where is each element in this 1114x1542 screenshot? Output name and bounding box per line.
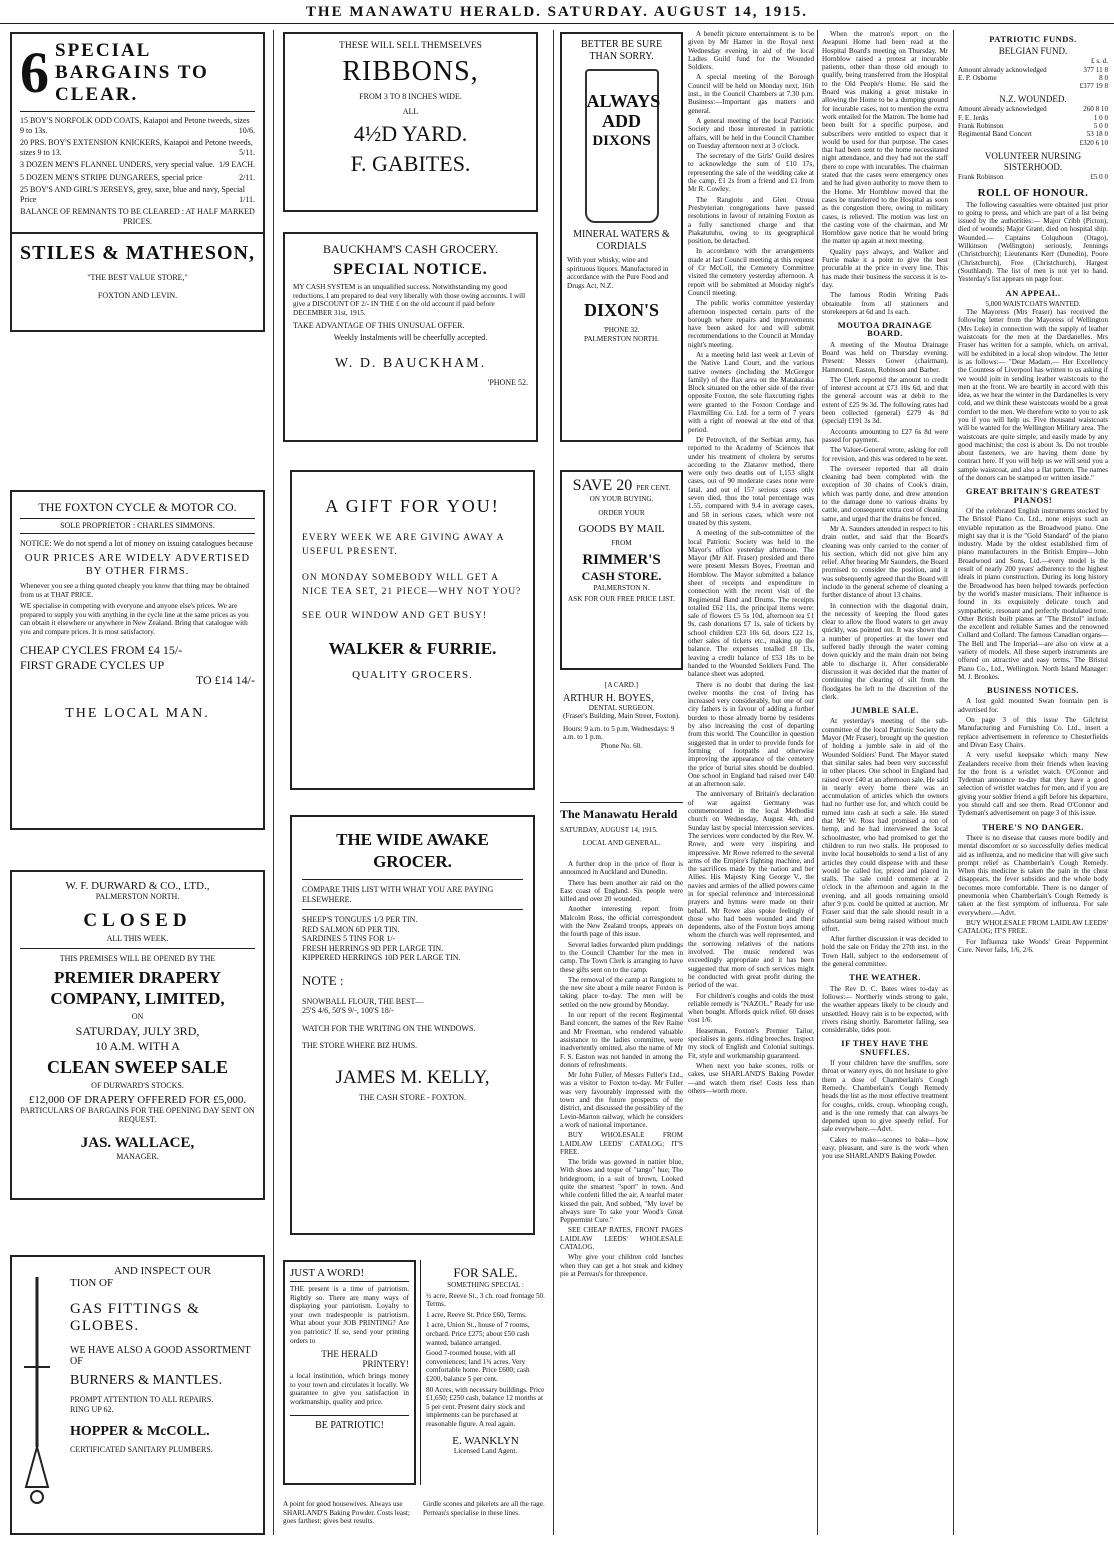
property-item: 1 acre, Reeve St. Price £60, Terms.	[426, 1310, 527, 1319]
news-paragraph: At a meeting held last week at Levin of the Native Land Court, and the various native owners (including the McGregor family) of the flax area on the Matakaraka Block situated on the other side of the river opposite Foxton, the sole flaxcutting rights were granted to the Foxton Cordage and Flaxmilling Co. Ltd. for a term of 7 years with a right of renewal at the end of that period.	[688, 350, 814, 434]
advantage-note: TAKE ADVANTAGE OF THIS UNUSUAL OFFER.	[293, 321, 465, 331]
sign-off: W. D. BAUCKHAM.	[334, 356, 487, 372]
fund-row	[958, 173, 1108, 181]
ad-kelly	[290, 815, 535, 1235]
kelly-headline: THE WIDE AWAKE GROCER.	[336, 830, 489, 871]
bargain-price: 2/11.	[239, 172, 255, 182]
column-divider	[953, 30, 954, 1535]
week-note: ALL THIS WEEK.	[106, 933, 169, 943]
jumble-text	[822, 717, 948, 968]
pianos-text: Of the celebrated English instruments stocked by The Bristol Piano Co. Ltd., none enjoys such an enviable reputation as the Broadwood piano. One might say that it is the "Gold Standard" of the piano industry. Made by the oldest established firm of piano manufacturers in the British Empire—John Broadwood and Sons, Ltd.—every model is the result of nearly 200 years' adherence to the highest ideals in piano construction. During its long history the Broadwood has been helped towards perfection by the world's master musicians. Their influence is found in its exquisitely delicate touch and sympathetic, resonant and perfectly modulated tone. Other British built pianos at "The Bristol" include the excellent and reliable Sames and the renowned Collard and Collard. The famous Canadian organs—The Bell and The Imperial—are also on view at a variety of models. All these superb instruments are offered on attractive and easy terms. The Bristol Piano Co., Ltd., Wellington. North Island Manager: M. J. Brookes.	[958, 506, 1108, 681]
drapery-offer: £12,000 OF DRAPERY OFFERED FOR £5,000.	[28, 1093, 247, 1106]
flu-text: For Influenza take Woods' Great Peppermint Cure. Never fails, 1/6, 2/6.	[958, 937, 1108, 954]
body-text: MY CASH SYSTEM is an unqualified success. Notwithstanding my good reductions, I am prepared to deal very liberally with those owing accounts. I will give a DISCOUNT OF 2/- IN THE £ on the old account if paid before DECEMBER 31st, 1915.	[293, 283, 526, 317]
assortment-note: WE HAVE ALSO A GOOD ASSORTMENT OF	[70, 1345, 251, 1367]
ad-just-a-word	[283, 1260, 416, 1485]
news-paragraph: A lost gold mounted Swan fountain pen is advertised for.	[958, 697, 1108, 714]
news-paragraph: The overseer reported that all drain cleaning had been completed with the exception of 30 chains of Cook's drain, which was partly done, and drew attention to the damage done to various drains by cattle, and consequent extra cost of cleaning same, and urged that the drains be fenced.	[822, 464, 948, 523]
fund-amount: 5 0 0	[1093, 122, 1108, 131]
fund-label: Amount already acknowledged	[958, 105, 1047, 114]
ad-hopper-mccoll	[10, 1255, 265, 1535]
glass-word: DIXONS	[592, 133, 651, 149]
nz-table	[958, 105, 1108, 146]
town: PALMERSTON N.	[593, 583, 650, 592]
fund-amount: 1 0 0	[1093, 113, 1108, 122]
news-paragraph: The public works committee yesterday afternoon inspected certain parts of the borough where repairs and improvements have been asked for and will submit recommendations to the Council at Monday night's meeting.	[688, 299, 814, 349]
ad-gabites	[283, 32, 538, 212]
news-paragraph: In accordance with the arrangements made at last Council meeting at this request of Cr McColl, the Cemetery Committee visited the cemetery yesterday afternoon. A report will be submitted at Monday night's Council meeting.	[688, 247, 814, 297]
news-paragraph: In connection with the diagonal drain, the necessity of keeping the flood gates clear to allow the flood waters to get away quickly, was pointed out. It was shown that a number of properties at the lower end suffered badly through the water coming down quickly and the main drain not being able to discharge it. After considerable discussion it was decided that the matter of continuing the clearing of silt from the floodgates be left to the discretion of the clerk.	[822, 601, 948, 701]
bargain-price: 1/11.	[239, 194, 255, 204]
closed-notice: CLOSED	[83, 909, 192, 931]
body-text: THE present is a time of patriotism. Rightly so. There are many ways of displaying your patriotism. Loyalty to your own tradespeople is patriotism. What about your JOB PRINTING? Are you patriotic? If so, send your printing orders to	[290, 1285, 409, 1345]
order-note: ORDER YOUR	[598, 508, 645, 517]
patriotic-heading: PATRIOTIC FUNDS.	[989, 34, 1077, 44]
news-paragraph: A further drop in the price of flour is announced in Auckland and Dunedin.	[560, 860, 683, 877]
paper-date: SATURDAY, AUGUST 14, 1915.	[560, 826, 658, 834]
intro-line: TION OF	[70, 1277, 114, 1289]
burners-mantles: BURNERS & MANTLES.	[70, 1373, 223, 1388]
town: PALMERSTON NORTH.	[95, 892, 180, 901]
sale-name: CLEAN SWEEP SALE	[46, 1057, 229, 1077]
ad-stiles-matheson	[10, 32, 265, 332]
stocks-note: OF DURWARD'S STOCKS.	[91, 1081, 184, 1090]
body-text: WE specialise in competing with everyone and anyone else's prices. We are prepared to supply you with anything in the cycle line at the same prices as you can obtain it elsewhere or anywhere in New Zealand. Bring that catalogue with you and compare prices. It is most satisfactory.	[20, 602, 249, 636]
price-item: SARDINES 5 TINS FOR 1/-	[302, 934, 396, 943]
news-paragraph: Mr A. Saunders attended in respect to his drain outlet, and said that the Board's cleaning was only carried to the corner of his section, which did not give him any relief. After hearing Mr Saunders, the Board promised to consider the position, and it was subsequently agreed that the Board will include in the general scheme of cleaning a further distance of about 13 chains.	[822, 524, 948, 600]
news-paragraph: Quality pays always, and Walker and Furrie make it a point to give the best procurable at the price in every line. This has made their business the success it is to-day.	[822, 247, 948, 289]
danger-text: There is no disease that causes more bodily and mental discomfort or so successfully defies medical aid as influenza, and no medicine that will give such prompt relief as Chamberlain's Cough Remedy. When this medicine is taken the pain in the chest disappears, the fever subsides and the whole body becomes more comfortable. There is no danger of pneumonia when Chamberlain's Cough Remedy is taken at the first symptom of influenza. For sale everywhere.—Advt.	[958, 833, 1108, 917]
ad-rimmers	[560, 470, 683, 670]
special-notice: SPECIAL NOTICE.	[333, 261, 488, 278]
currency-label: £ s. d.	[1091, 57, 1108, 66]
news-paragraph: Several ladies forwarded plum puddings to the Council Chamber for the men in camp. The Town Clerk is arranging to have these gifts sent on to the camp.	[560, 940, 683, 974]
news-paragraph: Accounts amounting to £27 6s 8d were passed for payment.	[822, 427, 948, 444]
body-text: a local institution, which brings money to your town and circulates it locally. We guarantee to give you satisfaction in workmanship, quality and price.	[290, 1372, 409, 1406]
cycles-line: FIRST GRADE CYCLES UP	[20, 657, 165, 672]
price: 4½D YARD.	[353, 120, 468, 146]
fund-label: Frank Robinson	[958, 122, 1004, 131]
glass-word: ALWAYS	[586, 91, 661, 111]
news-paragraph: Heaseman, Foxton's Premier Tailor, specialises in gents. riding breeches. Inspect my stock of English and Colonial suitings. Fit, style and workmanship guaranteed.	[688, 1026, 814, 1060]
fund-amount: £5 0 0	[1090, 172, 1108, 181]
phone: 'PHONE 52.	[487, 378, 528, 388]
firm-name: W. F. DURWARD & CO., LTD.,	[65, 880, 210, 892]
fund-amount: £320 6 10	[1079, 138, 1108, 147]
news-paragraph: Another interesting report from Malcolm Ross, the official correspondent with the New Zealand troops, appears on the fourth page of this issue.	[560, 905, 683, 939]
property-item: 80 Acres, with necessary buildings. Price £1,650; £250 cash, balance 12 months at 5 per cent. Present dairy stock and implements can be purchased at reasonable figure. A real again.	[426, 1385, 545, 1428]
company-name: PREMIER DRAPERY COMPANY, LIMITED,	[50, 967, 225, 1008]
price-item: FRESH HERRINGS 9D PER LARGE TIN.	[302, 943, 444, 953]
bargain-price: 10/6.	[238, 125, 255, 135]
ad-bauckham	[283, 232, 538, 442]
ad-dixons	[560, 32, 683, 442]
news-paragraph: The secretary of the Girls' Guild desires to acknowledge the sum of £10 17s, representing the sale of the wedding cake at the camp, £1 2s from a friend and £1 from Mr R. Cowley.	[688, 152, 814, 194]
mail-note: GOODS BY MAIL	[578, 523, 665, 536]
price-item: SHEEP'S TONGUES 1/3 PER TIN.	[302, 915, 418, 924]
bargain-item	[20, 173, 255, 183]
ad-number: 6	[20, 40, 49, 105]
news-paragraph: BUY WHOLESALE FROM LAIDLAW LEEDS' CATALOG; IT'S FREE.	[560, 1131, 683, 1156]
dentist-name: ARTHUR H. BOYES,	[563, 692, 654, 704]
fund-amount: 53 18 0	[1086, 130, 1108, 139]
hospital-report	[822, 30, 948, 316]
certification: CERTIFICATED SANITARY PLUMBERS.	[70, 1445, 213, 1454]
local-news-column	[560, 860, 683, 1500]
roll-text: The following casualties were obtained just prior to going to press, and which are part of a list being issued by the authorities:— Major Cribb (Picton), died of wounds; Major Grant, died on hospital ship. Wounded.— Captains Colquhoun (Otago), Wilkinson (Wellington) seriously, Jennings (Christchurch); Lieutenants Kerr (Dunedin), Poore (Christchurch), Free (Christchurch), Hargest (Southland). The list of men is not yet to hand. Yesterday's list appears on page four.	[958, 200, 1108, 284]
news-paragraph: A very useful keepsake which many New Zealanders receive from their friends when leaving for the front is a wristlet watch. O'Connor and Tydeman announce to-day that they have a good selection of wristlet watches for men, and if you are giving your soldier friend a gift before his departure, you should call and see them. Read O'Connor and Tydeman's advertisement on page 3 of this issue.	[958, 751, 1108, 818]
hours: Hours: 9 a.m. to 5 p.m. Wednesdays: 9 a.m. to 1 p.m.	[563, 724, 675, 742]
town: PALMERSTON NORTH.	[583, 334, 660, 343]
buy-wholesale: BUY WHOLESALE FROM LAIDLAW LEEDS' CATALOG; IT'S FREE.	[958, 918, 1108, 936]
appeal-heading: AN APPEAL.	[1005, 287, 1061, 298]
gas-lamp-icon	[22, 1277, 52, 1507]
fund-amount: £377 19 8	[1079, 82, 1108, 91]
price-item: RED SALMON 6D PER TIN.	[302, 924, 400, 934]
printery-name: PRINTERY!	[362, 1359, 409, 1370]
news-paragraph: At yesterday's meeting of the sub-committee of the local Patriotic Society the Mayor (Mr Fraser), brought up the question of holding a jumble sale in aid of the Wounded Soldiers' Fund. The Mayor stated that similar sales had been very successful in other places. One school in England had raised over £40 at an afternoon sale. He said in nearly every home there was an accumulation of articles which the owners had no further use for, and which could be turned into cash at such a sale. He stated that Mr W. Ross had promised a ton of hemp, and he had interviewed the local schoolmaster, who had promised to get the children to run two stalls. He proposed to invite local households to send a list of any articles they could dispense with and these would be called for, priced and placed in stalls. The sale could commence at 2 o'clock in the afternoon and again in the evening, and all goods remaining unsold after 9 p.m. could be quitted at auction. Mr Fraser said that the sale should result in a substantial sum being raised without much effort.	[822, 717, 948, 933]
ad-durward	[10, 870, 265, 1200]
news-paragraph: There is no doubt that during the last twelve months the cost of living has increased very considerably, but one of our city fathers is in favour of adding a further burden to those already borne by residents by also increasing the cost of departing from this world. The Councillor in question suggested that in order to provide funds for forming of footpaths and otherwise improving the appearance of the cemetery the price of burial sites should be doubled. One school in England had raised over £40 at an afternoon sale.	[688, 680, 814, 789]
business-text	[958, 697, 1108, 817]
paper-nameplate	[560, 802, 683, 847]
body-text: SEE OUR WINDOW AND GET BUSY!	[302, 611, 488, 621]
snuffles-text: If your children have the snuffles, sore throat or watery eyes, do not hesitate to give them a dose of Chamberlain's Cough Remedy. Chamberlain's Cough Remedy heads the list as the most effective treatment for coughs, colds, croup, whooping cough, and is the one remedy that can always be depended upon to give speedy relief. For sale everywhere.—Advt.	[822, 1059, 948, 1134]
masthead: THE MANAWATU HERALD. SATURDAY. AUGUST 14, 1915.	[0, 0, 1114, 24]
cakes-text: Cakes to make—scones to bake—how easy, pleasant, and sure is the work when you use SHARLAND'S Baking Powder.	[822, 1135, 948, 1161]
hums-note: THE STORE WHERE BIZ HUMS.	[302, 1041, 418, 1050]
bargain-text: 15 BOY'S NORFOLK ODD COATS, Kaiapoi and Petone tweeds, sizes 9 to 13s.	[20, 116, 250, 135]
from-label: FROM	[611, 539, 632, 548]
herald-name: THE HERALD	[321, 1349, 378, 1360]
save-headline	[567, 477, 676, 495]
belgian-heading: BELGIAN FUND.	[998, 46, 1068, 57]
intro-line: AND INSPECT OUR	[114, 1265, 211, 1277]
sub-line: THE CASH STORE - FOXTON.	[358, 1092, 467, 1102]
weekly-note: Weekly Instalments will be cheerfully accepted.	[333, 332, 488, 342]
note-label: NOTE :	[302, 972, 344, 988]
on-label: ON	[131, 1011, 144, 1021]
vol-table	[958, 173, 1108, 181]
globes: GLOBES.	[70, 1318, 140, 1334]
phone: 'PHONE 32.	[603, 326, 640, 335]
bargain-item	[20, 138, 255, 157]
news-paragraph: The removal of the camp at Rangiotu to the new site about a mile nearer Foxton is taking place to-day. The men will be settled on the new ground by Monday.	[560, 975, 683, 1009]
cycles-line: TO £14 14/-	[195, 672, 255, 687]
jumble-heading: JUMBLE SALE.	[851, 705, 919, 716]
news-column-3	[958, 30, 1108, 1535]
price-item: KIPPERED HERRINGS 10D PER LARGE TIN.	[302, 953, 461, 962]
news-paragraph: SEE CHEAP RATES, FRONT PAGES LAIDLAW LEEDS' WHOLESALE CATALOG.	[560, 1226, 683, 1252]
fund-amount: 260 8 10	[1083, 105, 1108, 114]
manager-role: MANAGER.	[116, 1151, 159, 1161]
firm-name: WALKER & FURRIE.	[328, 639, 497, 658]
belgian-table	[958, 66, 1108, 91]
windows-note: WATCH FOR THE WRITING ON THE WINDOWS.	[302, 1023, 476, 1033]
roll-heading: ROLL OF HONOUR.	[977, 187, 1089, 200]
slogan: "THE BEST VALUE STORE,"	[87, 273, 188, 282]
glass-icon	[585, 69, 659, 223]
flour-prices: 25'S 4/6, 50'S 9/-, 100'S 18/-	[302, 1006, 394, 1015]
percent-label: PER CENT.	[636, 484, 671, 492]
fund-label: Amount already acknowledged	[958, 65, 1047, 74]
firm-name: F. GABITES.	[350, 150, 471, 176]
section-title: LOCAL AND GENERAL.	[582, 838, 661, 847]
claim: OUR PRICES ARE WIDELY ADVERTISED BY OTHER FIRMS.	[24, 553, 251, 577]
body-text: ON MONDAY SOMEBODY WILL GET A NICE TEA SET, 21 PIECE—WHY NOT YOU?	[302, 573, 522, 597]
bargain-text: 5 DOZEN MEN'S STRIPE DUNGAREES, special price	[20, 172, 203, 182]
bargain-price: 1/9 EACH.	[219, 160, 255, 169]
appeal-text: The Mayoress (Mrs Fraser) has received the following letter from the Mayoress of Wellington (Mrs Luke) in connection with the supply of leather waistcoats for the men at the Dardanelles. Mrs Fraser has written for a sample, which, on arrival, will be exhibited in a local shop window. The letter is as follows:— "Dear Madam,— Her Excellency the Countess of Liverpool has written to us asking if we would join in sending leather waistcoats to the men at the front. We are heartily in accord with this idea, as we hear the winter in the Dardanelles is very cold, and we think these waistcoats would be a great comfort to the men. We therefore write to you to ask you if you will help us. Five thousand waistcoats will be wanted for the Wellington Military area. The waistcoats are quite simple, and easily made by any good machinist; the cost is about 3s. Do not trouble about fasteners, we are having them done by contract here. If you will help us we will send you a sample waistcoat, and also a flat pattern. The names of the donors can be stamped or written inside."	[958, 308, 1108, 483]
card-label: [A CARD.]	[604, 681, 639, 689]
notice: NOTICE: We do not spend a lot of money on issuing catalogues because	[20, 538, 253, 548]
news-column	[688, 30, 814, 1535]
agent-name: E. WANKLYN	[452, 1434, 519, 1447]
body-text: Whenever you see a thing quoted cheaply you know that thing may be obtained from us at THAT PRICE.	[20, 582, 249, 599]
news-paragraph: A meeting of the sub-committee of the local Patriotic Society was held in the Mayor's office yesterday afternoon. The Mayor (Mr Alf. Fraser) presided and there were present Messrs Boyes, Freeman and Hornblow. The Mayor submitted a balance sheet of receipts and expenditure in connection with the recent visit of the Regimental Band and Drums. The receipts totalled £62 11s, the principal items were: sale of flowers £5 5s 10d, afternoon tea £1 9s, cash donations £7 1s, sale of tickets by school children £23 10s 6d, doors £22 1s, other sales of tickets etc., making up the balance. The expenses totalled £8 13s, leaving a credit balance of £53 18s to be handed to the Wounded Soldiers Fund. The balance sheet was adopted.	[688, 529, 814, 679]
dentist-role: DENTAL SURGEON.	[588, 703, 655, 712]
property-item: 1 acre, Union St., house of 7 rooms, orchard. Price £275; about £50 cash wanted, balance arranged.	[426, 1321, 530, 1347]
price-list-note: ASK FOR OUR FREE PRICE LIST.	[568, 595, 675, 604]
firm-name: JAMES M. KELLY,	[335, 1066, 490, 1088]
all-label: ALL	[402, 107, 419, 116]
fund-row	[958, 139, 1108, 147]
particulars: PARTICULARS OF BARGAINS FOR THE OPENING DAY SENT ON REQUEST.	[20, 1105, 255, 1124]
ad-walker-furrie	[290, 470, 535, 790]
address: (Fraser's Building, Main Street, Foxton).	[563, 712, 680, 721]
ad-wanklyn	[420, 1260, 550, 1485]
news-paragraph: Dr Petrovitch, of the Serbian army, has reported to the Academy of Sciences that under his treatment of cholera by serums according to the Zlatarov method, there were only two deaths out of 1,153 slight cases, out of 90 moderate cases none were fatal, and out of 157 serious cases only seven died, thus the total percentage was 1.55, compared with 9.4 in average cases, and 58 in serious cases, which were not treated by this system.	[688, 435, 814, 527]
bottom-note: A point for good housewives. Always use SHARLAND'S Baking Powder. Costs least; goes farthest; gives best results.	[283, 1500, 410, 1526]
sale-date: SATURDAY, JULY 3RD,	[75, 1024, 200, 1038]
ribbons-headline: RIBBONS,	[342, 55, 479, 87]
fund-amount: 8 0	[1099, 73, 1108, 82]
property-item: ½ acre, Reeve St., 3 ch. road frontage 50. Terms.	[426, 1291, 545, 1309]
news-paragraph: The anniversary of Britain's declaration of war against Germany was commemorated in the local Methodist church on Wednesday, August 4th, and Sunday last by special intercession services. The services were conducted by the Rev. W. Rowe, and were very inspiring and impressive. Mr Rowe referred to the several arms of the Empire's fighting machine, and the sacrifices made by the nation and her Allies. His Majesty King George V., the navies and armies of the allied powers came in for special reference and intercessional prayers and hymns were made on their behalf. Mr Rowe also spoke feelingly of those who had been wounded and their dependents, also of the Foxton boys among whom the church was well represented, and the sorrowing relatives of the nations involved. The music rendered was exceedingly appropriate and it has been suggested that more of such services might be conducted with great profit during the period of the war.	[688, 790, 814, 990]
save-label: SAVE 20	[572, 477, 633, 494]
bargain-text: 25 BOY'S AND GIRL'S JERSEYS, grey, saxe, blue and navy, Special Price	[20, 185, 245, 204]
news-paragraph: A benefit picture entertainment is to be given by Mr Hamer in the Royal next Wednesday evening in aid of the local Ladies Guild fund for the Wounded Soldiers.	[688, 30, 814, 72]
gift-headline: A GIFT FOR YOU!	[325, 496, 500, 516]
patriotic-slogan: BE PATRIOTIC!	[290, 1415, 409, 1431]
fund-row	[958, 82, 1108, 90]
top-line: BETTER BE SURE THAN SORRY.	[580, 39, 663, 62]
firm-name: BAUCKHAM'S CASH GROCERY.	[323, 242, 498, 256]
news-paragraph: The famous Rodin Writing Pads obtainable from all stationers and storekeepers at 6d and 1s each.	[822, 291, 948, 316]
phone-note: RING UP 62.	[70, 1404, 114, 1414]
width-note: FROM 3 TO 8 INCHES WIDE.	[359, 91, 462, 101]
fund-row	[958, 105, 1108, 113]
price-list	[302, 915, 523, 963]
danger-heading: THERE'S NO DANGER.	[982, 821, 1084, 832]
phone: Phone No. 60.	[600, 741, 643, 750]
fund-amount: 377 11 8	[1083, 65, 1108, 74]
compare-note: COMPARE THIS LIST WITH WHAT YOU ARE PAYING ELSEWHERE.	[302, 885, 494, 904]
moutoa-heading: MOUTOA DRAINAGE BOARD.	[837, 320, 933, 339]
manager-name: JAS. WALLACE,	[80, 1134, 195, 1151]
news-paragraph: After further discussion it was decided to hold the sale on Friday the 27th inst. in the Town Hall, subject to the endorsement of the general committee.	[822, 935, 948, 969]
moutoa-text	[822, 341, 948, 701]
news-paragraph: A general meeting of the local Patriotic Society and those interested in patriotic affairs, will be held in the Council Chamber on Tuesday afternoon next at 3 o'clock.	[688, 116, 814, 150]
snuffles-heading: IF THEY HAVE THE SNUFFLES.	[841, 1038, 929, 1057]
news-paragraph: A special meeting of the Borough Council will be held on Monday next, 16th inst., in the Council Chambers at 7.30 p.m. Business:—Important gas matters and general.	[688, 73, 814, 115]
column-divider	[817, 30, 818, 1535]
firm-name: THE FOXTON CYCLE & MOTOR CO.	[38, 500, 237, 514]
bargain-text: 3 DOZEN MEN'S FLANNEL UNDERS, very special value.	[20, 160, 215, 169]
news-paragraph: There has been another air raid on the East coast of England. Six people were killed and over 20 wounded.	[560, 878, 683, 904]
bargain-text: 20 PRS. BOY'S EXTENSION KNICKERS, Kaiapoi and Petone tweeds, sizes 9 to 13.	[20, 138, 253, 157]
bargain-list	[20, 116, 255, 204]
gas-fittings: GAS FITTINGS &	[70, 1301, 200, 1317]
firm-name: DIXON'S	[583, 300, 659, 321]
column-divider	[273, 30, 274, 1535]
sign-off: THE LOCAL MAN.	[65, 705, 210, 721]
ad-boyes	[560, 678, 683, 798]
news-paragraph: Why give your children cold lunches when they can get a hot steak and kidney pie at Perreau's for threepence.	[560, 1253, 683, 1278]
fund-row	[958, 122, 1108, 130]
news-paragraph: The Rangiotu and Glen Oroua Presbyterian congregations have passed resolutions in favour of retaining Foxton as a fully sanctioned charge and that Piakatutuhu, owing to its geographical position, be detached.	[688, 195, 814, 246]
body-text: EVERY WEEK WE ARE GIVING AWAY A USEFUL PRESENT.	[302, 533, 504, 557]
slogan: QUALITY GROCERS.	[352, 669, 473, 681]
news-paragraph: Mr John Fuller, of Messrs Fuller's Ltd., was a visitor to Foxton to-day. Mr Fuller was very favourably impressed with the town and the future prospects of the district, and discussed the possibility of the Levin-Marton railway, which he considers a work of national importance.	[560, 1071, 683, 1129]
news-paragraph: The bride was gowned in nattier blue, With shoes and toque of "tango" hue; The bridegroom, in a suit of brown, Looked quite the smartest "sport" in town. And while confetti filled the air, A tearful mater kissed the pair, And sobbed, "My love! be always sure To take your Wood's Great Peppermint Cure."	[560, 1158, 683, 1225]
flour-note: SNOWBALL FLOUR, THE BEST—	[302, 996, 424, 1006]
products: MINERAL WATERS & CORDIALS	[573, 229, 670, 252]
news-paragraph: For children's coughs and colds the most reliable remedy is "NAZOL." Ready for use when bought. Affords quick relief. 60 doses cost 1/6.	[688, 991, 814, 1025]
property-item: Good 7-roomed house, with all conveniences; land 1¾ acres. Very comfortable home. Price £600; cash £200, balance 5 per cent.	[426, 1349, 530, 1383]
bargain-price: 5/11.	[239, 147, 255, 157]
glass-word: ADD	[602, 111, 641, 131]
remnants-note: BALANCE OF REMNANTS TO BE CLEARED : AT HALF MARKED PRICES.	[20, 207, 255, 226]
news-paragraph: On page 3 of this issue The Gilchrist Manufacturing and Furnishing Co. Ltd., insert a replace advertisement in reference to Chesterfields and Divan Easy Chairs.	[958, 716, 1108, 749]
weather-heading: THE WEATHER.	[849, 972, 921, 983]
news-paragraph: A meeting of the Moutoa Drainage Board was held on Thursday evening. Present: Messrs Gower (chairman), Hammond, Easton, Robinson and Barber.	[822, 340, 948, 374]
news-paragraph: In our report of the recent Regimental Band concert, the names of the Rev Raine and Mr Freeman, who rendered valuable assistance to the ladies committee, were inadvertently omitted, also the name of Mr F. S. Easton was not handed in among the donors of refreshments.	[560, 1011, 683, 1069]
column-divider	[553, 30, 554, 1535]
premises-note: THIS PREMISES WILL BE OPENED BY THE	[59, 954, 216, 963]
fund-label: Regimental Band Concert	[958, 130, 1032, 139]
vol-heading: VOLUNTEER NURSING SISTERHOOD.	[984, 150, 1082, 172]
word-headline: JUST A WORD!	[290, 1267, 409, 1282]
ad-foxton-cycle	[10, 490, 265, 830]
cycles-line: CHEAP CYCLES FROM £4 15/-	[20, 642, 183, 657]
body-text: With your whisky, wine and spirituous liquors. Manufactured in accordance with the Pure Food and Drugs Act, N.Z.	[567, 256, 669, 290]
nz-heading: N.Z. WOUNDED.	[999, 94, 1067, 105]
fund-label: F. E. Jenks	[958, 113, 989, 122]
weather-text: The Rev D. C. Bates wires to-day as follows:— Northerly winds strong to gale, the weather appears likely to be cloudy and unsettled. Heavy rain is to be expected, with rivers rising shortly. Barometer falling, sea considerable, tides poor.	[822, 984, 948, 1035]
paper-name: The Manawatu Herald	[560, 807, 678, 821]
fund-row	[958, 130, 1108, 138]
fund-row	[958, 114, 1108, 122]
appeal-sub: 5,000 WAISTCOATS WANTED.	[985, 299, 1081, 308]
news-paragraph: When next you bake scones, rolls or cakes, use SHARLAND'S Baking Powder—and watch them rise! Costs less than others—worth more.	[688, 1061, 814, 1095]
firm-name: HOPPER & McCOLL.	[70, 1424, 210, 1439]
proprietor: SOLE PROPRIETOR : CHARLES SIMMONS.	[20, 518, 255, 534]
fund-label: E. P. Osborne	[958, 73, 997, 82]
bargain-item	[20, 185, 255, 204]
news-paragraph: The Clerk reported the amount to credit of interest account at £73 10s 6d, and that the general account was at debit to the extent of £25 9s 3d. The following rates had been collected (general) £279 4s 8d (special) £191 3s 3d.	[822, 375, 948, 426]
fund-row	[958, 74, 1108, 82]
ad-headline: SPECIAL BARGAINS TO CLEAR.	[55, 40, 209, 105]
sale-headline: FOR SALE.	[453, 1265, 518, 1280]
business-heading: BUSINESS NOTICES.	[986, 685, 1080, 696]
repairs-note: PROMPT ATTENTION TO ALL REPAIRS.	[70, 1395, 214, 1404]
news-paragraph: When the matron's report on the Awapuni Home had been read at the Hospital Board's meeting on Thursday, Mr Hornblow raised a protest at incurable patients, other than those old enough to qualify, being transferred from the Hospital to the Old People's Home. He said the Board was making a great mistake in allowing the Home to be a dumping ground for incurable cases, not to mention the extra work entailed for the Matron. The home had been built for a specific purpose, and subscribers were entitled to expect that it would be used for that purpose. The cases that had been sent to the home necessitated night attendance, and they had not the staff there to cope with incurables. The chairman stated that the cases were emergency ones and he had given authority to move them to the Home. Mr Hornblow moved that the cases be transferred to the Hospital as soon as the congestion there, owing to military cases, is relieved. The motion was lost on the casting vote of the chairman, and Mr Hornblow gave notice that he would bring the matter up again at next meeting.	[822, 30, 948, 246]
fund-row	[958, 66, 1108, 74]
news-column-2	[822, 30, 948, 1535]
property-list	[426, 1292, 545, 1429]
bargain-item	[20, 160, 255, 170]
towns: FOXTON AND LEVIN.	[97, 290, 178, 300]
sale-time: 10 A.M. WITH A	[95, 1039, 180, 1053]
bargain-item	[20, 116, 255, 135]
special-note: SOMETHING SPECIAL :	[447, 1281, 524, 1289]
agent-role: Licensed Land Agent.	[453, 1446, 518, 1455]
bottom-note: Girdle scones and pikelets are all the rage. Perreau's specialise in these lines.	[423, 1500, 545, 1517]
fund-label: Frank Robinson	[958, 172, 1004, 181]
firm-name: STILES & MATHESON,	[20, 242, 255, 264]
pianos-heading: GREAT BRITAIN'S GREATEST PIANOS!	[965, 486, 1101, 505]
firm-name: RIMMER'S	[582, 551, 661, 568]
news-paragraph: The Valuer-General wrote, asking for roll for revision, and this was ordered to be sent.	[822, 446, 948, 463]
store-name: CASH STORE.	[581, 568, 662, 583]
top-line: THESE WILL SELL THEMSELVES	[339, 41, 482, 51]
buying-note: ON YOUR BUYING.	[589, 495, 654, 503]
